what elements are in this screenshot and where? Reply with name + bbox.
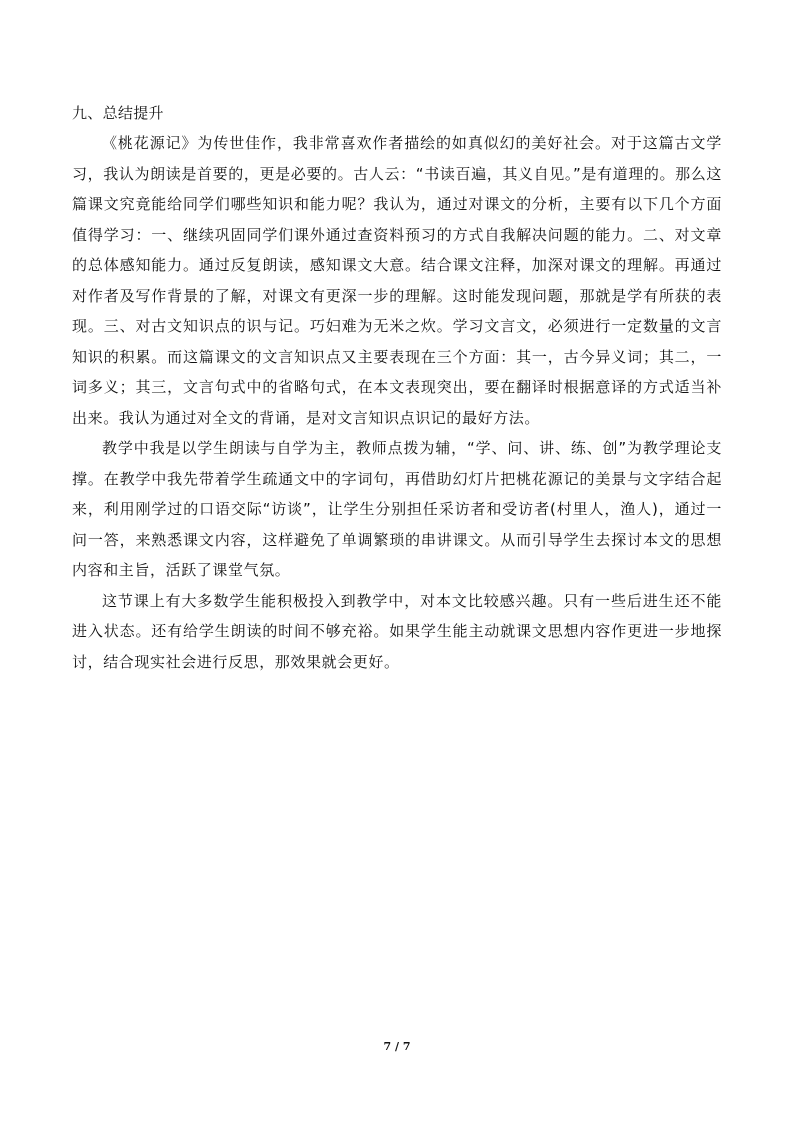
section-heading: 九、总结提升 (72, 104, 164, 122)
paragraph-reflection: 这节课上有大多数学生能积极投入到教学中，对本文比较感兴趣。只有一些后进生还不能进入状态。还有给学生朗读的时间不够充裕。如果学生能主动就课文思想内容作更进一步地探讨，结合现实社会进行反思，那效果就会更好。 (72, 591, 722, 671)
paragraph-summary: 《桃花源记》为传世佳作，我非常喜欢作者描绘的如真似幻的美好社会。对于这篇古文学习，我认为朗读是首要的，更是必要的。古人云：“书读百遍，其义自见。”是有道理的。那么这篇课文究竟能给同学们哪些知识和能力呢？我认为，通过对课文的分析，主要有以下几个方面值得学习：一、继续巩固同学们课外通过查资料预习的方式自我解决问题的能力。二、对文章的总体感知能力。通过反复朗读，感知课文大意。结合课文注释，加深对课文的理解。再通过对作者及写作背景的了解，对课文有更深一步的理解。这时能发现问题，那就是学有所获的表现。三、对古文知识点的识与记。巧妇难为无米之炊。学习文言文，必须进行一定数量的文言知识的积累。而这篇课文的文言知识点又主要表现在三个方面：其一，古今异义词；其二，一词多义；其三，文言句式中的省略句式，在本文表现突出，要在翻译时根据意译的方式适当补出来。我认为通过对全文的背诵，是对文言知识点识记的最好方法。 (72, 134, 722, 427)
page-content (72, 98, 722, 677)
paragraph-teaching-method: 教学中我是以学生朗读与自学为主，教师点拨为辅，“学、问、讲、练、创”为教学理论支撑。在教学中我先带着学生疏通文中的字词句，再借助幻灯片把桃花源记的美景与文字结合起来，利用刚学过的口语交际“访谈”，让学生分别担任采访者和受访者(村里人，渔人)，通过一问一答，来熟悉课文内容，这样避免了单调繁琐的串讲课文。从而引导学生去探讨本文的思想内容和主旨，活跃了课堂气氛。 (72, 439, 722, 579)
page-number: 7 / 7 (383, 1040, 411, 1053)
